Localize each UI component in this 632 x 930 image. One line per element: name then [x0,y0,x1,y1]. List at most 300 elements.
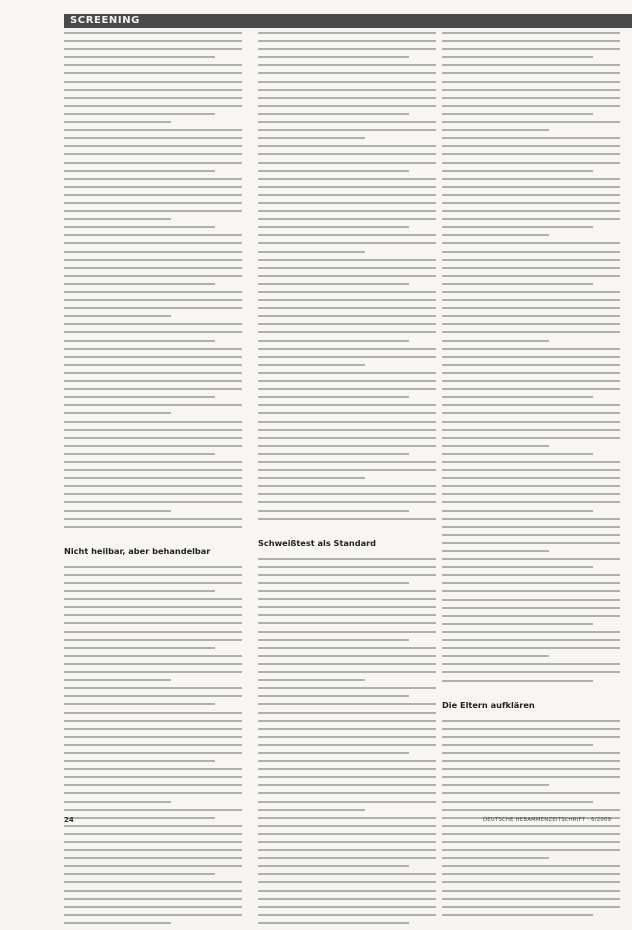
text-line [64,712,242,714]
text-line [64,574,242,576]
text-line [442,331,620,333]
text-line [64,825,242,827]
text-line [258,833,436,835]
text-line [64,890,242,892]
text-line [442,437,620,439]
paragraph-block [258,558,436,930]
text-line [64,695,242,697]
text-line [258,817,436,819]
text-line [64,809,242,811]
text-line [442,129,549,131]
text-line [258,518,436,520]
text-line [442,145,620,147]
text-line [64,906,242,908]
text-line [64,493,242,495]
text-line [442,251,620,253]
text-line [64,137,242,139]
text-line [258,283,409,285]
text-line [64,510,171,512]
text-line [258,598,436,600]
text-line [258,671,436,673]
text-line [64,501,242,503]
text-line [64,226,215,228]
text-line [258,89,436,91]
text-line [442,485,620,487]
text-line [64,56,215,58]
text-line [442,784,549,786]
text-line [442,477,620,479]
text-line [258,445,436,447]
text-line [258,315,436,317]
text-line [258,275,436,277]
text-line [442,178,620,180]
text-line [258,566,436,568]
text-line [442,760,620,762]
text-line [442,639,620,641]
text-line [64,113,215,115]
text-line [258,622,436,624]
text-line [64,582,242,584]
text-line [442,890,620,892]
text-line [64,752,242,754]
text-line [258,784,436,786]
text-line [442,429,620,431]
text-line [258,145,436,147]
text-line [442,323,620,325]
text-line [258,170,409,172]
text-line [258,40,436,42]
text-line [258,687,436,689]
text-line [64,437,242,439]
subheading-schweisstest: Schweißtest als Standard [258,537,376,548]
text-line [442,671,620,673]
text-line [442,841,620,843]
text-line [258,477,365,479]
text-line [442,663,620,665]
text-line [442,809,620,811]
text-line [258,760,436,762]
text-line [64,801,171,803]
text-line [258,267,436,269]
text-line [442,599,620,601]
text-line [258,809,365,811]
text-line [258,606,436,608]
text-line [64,914,242,916]
paragraph-block [64,32,242,534]
text-line [258,485,436,487]
text-line [258,437,436,439]
text-line [258,776,436,778]
text-line [258,404,436,406]
text-line [64,275,242,277]
text-line [442,364,620,366]
text-line [64,129,242,131]
text-line [64,857,242,859]
section-title: SCREENING [70,15,140,26]
text-line [64,234,242,236]
text-line [258,453,409,455]
text-line [64,48,242,50]
text-line [258,841,436,843]
text-line [258,493,436,495]
text-line [64,170,215,172]
text-line [442,574,620,576]
text-line [258,501,436,503]
text-line [442,421,620,423]
text-line [442,736,620,738]
text-line [64,817,215,819]
text-line [64,518,242,520]
text-line [258,881,436,883]
text-line [258,178,436,180]
text-line [442,283,593,285]
text-line [442,356,620,358]
text-line [258,259,436,261]
text-line [442,631,620,633]
text-line [64,32,242,34]
text-line [258,162,436,164]
text-line [442,744,593,746]
text-line [442,137,620,139]
text-line [442,534,620,536]
text-line [258,712,436,714]
text-line [258,663,436,665]
text-line [258,186,436,188]
text-line [442,914,593,916]
text-line [64,477,242,479]
text-line [64,291,242,293]
text-line [442,849,620,851]
text-line [258,380,436,382]
text-line [442,194,620,196]
text-line [64,218,171,220]
text-line [258,849,436,851]
text-line [442,275,620,277]
text-line [64,307,242,309]
text-line [258,857,436,859]
text-line [442,234,549,236]
text-line [64,429,242,431]
text-line [64,622,242,624]
section-header-bar [64,14,632,28]
text-line [442,105,620,107]
text-line [258,323,436,325]
text-line [64,283,215,285]
text-line [64,728,242,730]
text-line [442,825,620,827]
subheading-eltern-aufklaeren: Die Eltern aufklären [442,699,535,710]
text-line [258,412,436,414]
text-line [442,340,549,342]
text-line [442,445,549,447]
text-line [64,315,171,317]
text-line [442,469,620,471]
text-line [258,631,436,633]
text-line [258,121,436,123]
text-line [258,251,365,253]
text-line [64,898,242,900]
text-line [442,186,620,188]
text-line [442,857,549,859]
text-line [258,744,436,746]
text-line [64,64,242,66]
text-line [258,614,436,616]
text-line [258,113,409,115]
text-line [442,153,620,155]
text-line [64,679,171,681]
text-line [258,299,436,301]
text-line [258,647,436,649]
text-line [442,162,620,164]
text-line [258,137,365,139]
text-line [64,849,242,851]
text-line [64,881,242,883]
text-line [258,873,436,875]
text-line [442,833,620,835]
text-line [64,72,242,74]
text-line [442,56,593,58]
text-line [64,776,242,778]
text-line [442,40,620,42]
text-line [258,728,436,730]
text-line [258,388,436,390]
text-line [258,364,365,366]
text-line [64,340,215,342]
text-line [64,380,242,382]
text-line [442,558,620,560]
text-line [258,48,436,50]
text-line [64,631,242,633]
text-line [258,558,436,560]
text-line [442,48,620,50]
text-line [258,396,409,398]
text-line [442,267,620,269]
text-line [64,145,242,147]
text-line [442,461,620,463]
text-line [442,510,593,512]
text-line [258,679,365,681]
text-line [258,242,436,244]
text-line [258,226,409,228]
text-line [64,663,242,665]
text-line [64,153,242,155]
text-line [442,396,593,398]
text-line [442,542,620,544]
text-line [258,720,436,722]
subheading-nicht-heilbar: Nicht heilbar, aber behandelbar [64,545,211,556]
text-line [258,72,436,74]
text-line [258,64,436,66]
text-line [442,32,620,34]
text-line [442,906,620,908]
text-line [442,865,620,867]
text-line [258,105,436,107]
text-line [258,97,436,99]
text-line [64,922,171,924]
text-line [64,469,242,471]
text-line [64,744,242,746]
text-line [258,194,436,196]
text-line [64,194,242,196]
text-line [258,469,436,471]
text-line [64,89,242,91]
text-line [64,210,242,212]
text-line [442,72,620,74]
text-line [258,56,409,58]
text-line [64,841,242,843]
text-line [442,801,593,803]
text-line [442,202,620,204]
text-line [258,736,436,738]
text-line [442,64,620,66]
text-line [64,97,242,99]
text-line [64,105,242,107]
text-line [258,655,436,657]
text-line [64,323,242,325]
text-line [64,388,242,390]
text-line [258,331,436,333]
text-line [258,825,436,827]
text-line [442,898,620,900]
text-line [442,550,549,552]
text-line [64,485,242,487]
text-line [64,736,242,738]
text-line [258,461,436,463]
text-line [442,412,620,414]
text-line [442,315,620,317]
text-line [64,865,242,867]
text-line [64,461,242,463]
text-line [442,526,620,528]
text-line [442,307,620,309]
text-line [442,655,549,657]
text-line [442,768,620,770]
paragraph-block [442,32,620,688]
text-line [64,81,242,83]
text-line [64,873,215,875]
text-line [442,226,593,228]
text-line [258,801,436,803]
text-line [442,218,620,220]
text-line [442,242,620,244]
text-line [258,372,436,374]
text-line [442,259,620,261]
text-line [258,348,436,350]
text-line [64,242,242,244]
text-line [64,162,242,164]
text-line [442,210,620,212]
text-line [258,582,409,584]
text-line [442,121,620,123]
text-line [442,404,620,406]
text-line [258,898,436,900]
text-line [64,396,215,398]
text-line [64,526,242,528]
text-line [64,792,242,794]
text-line [442,647,620,649]
text-line [64,720,242,722]
text-line [442,728,620,730]
text-line [64,784,242,786]
text-line [258,32,436,34]
text-line [64,40,242,42]
text-line [64,202,242,204]
text-line [64,760,215,762]
text-line [442,873,620,875]
text-line [64,671,242,673]
text-line [442,291,620,293]
text-line [64,178,242,180]
text-line [64,655,242,657]
paragraph-block [64,566,242,930]
text-line [64,412,171,414]
text-line [64,639,242,641]
text-line [64,299,242,301]
text-line [64,453,215,455]
text-line [442,607,620,609]
text-line [442,372,620,374]
text-line [64,833,242,835]
text-line [258,218,436,220]
text-line [258,890,436,892]
text-line [64,687,242,689]
text-line [442,81,620,83]
text-line [258,356,436,358]
text-line [442,501,620,503]
text-line [442,299,620,301]
text-column-2 [258,32,436,930]
text-line [64,445,242,447]
text-line [64,598,242,600]
text-line [258,752,409,754]
text-line [64,590,215,592]
text-line [442,752,620,754]
text-line [64,703,215,705]
journal-footer: DEUTSCHE HEBAMMENZEITSCHRIFT · 6/2009 [483,817,612,823]
text-line [64,768,242,770]
text-column-1 [64,32,242,930]
text-line [64,566,242,568]
text-line [64,372,242,374]
text-line [64,186,242,188]
text-line [442,776,620,778]
text-line [64,331,242,333]
text-line [258,202,436,204]
text-line [258,81,436,83]
text-line [442,720,620,722]
text-line [442,348,620,350]
text-line [258,510,409,512]
text-line [442,566,593,568]
text-line [64,121,171,123]
text-line [258,922,409,924]
text-line [258,307,436,309]
text-line [64,267,242,269]
text-line [64,614,242,616]
text-line [258,421,436,423]
text-line [64,421,242,423]
text-line [258,914,436,916]
text-line [258,574,436,576]
text-line [442,623,593,625]
text-line [442,792,620,794]
text-line [258,792,436,794]
paragraph-block [258,32,436,526]
text-column-3 [442,32,620,922]
text-line [442,493,620,495]
text-line [258,639,409,641]
text-line [258,210,436,212]
